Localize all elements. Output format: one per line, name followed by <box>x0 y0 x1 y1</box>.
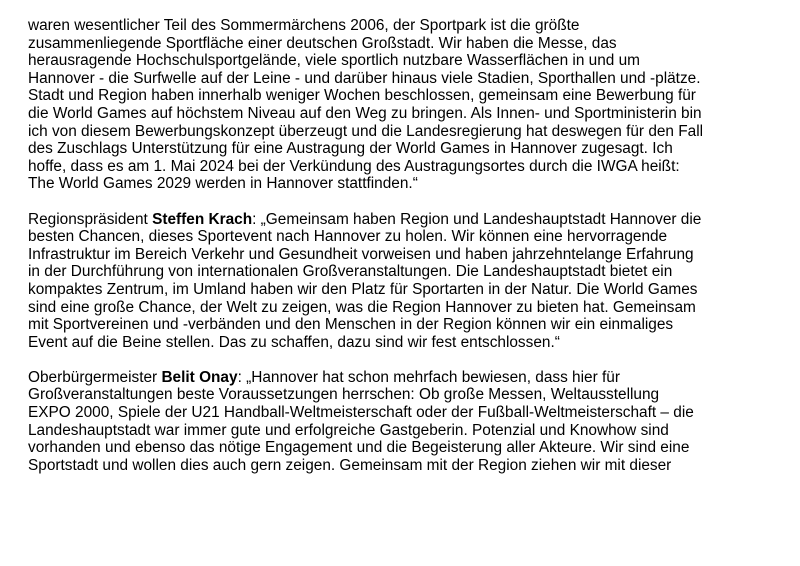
paragraph-text: : „Hannover hat schon mehrfach bewiesen, dass hier für Großveranstaltungen beste Voraussetzungen herrschen: Ob große Messen, Weltausstellung EXPO 2000, Spiele der U21 Handball-Weltmeisterschaft oder der Fußball-Weltmeisterschaft – die Landeshauptstadt war immer gute und erfolgreiche Gastgeberin. Potenzial und Knowhow sind vorhanden und ebenso das nötige Engagement und die Begeisterung aller Akteure. Wir sind eine Sportstadt und wollen dies auch gern zeigen. Gemeinsam mit der Region ziehen wir mit dieser <box>28 368 694 474</box>
speaker-name: Steffen Krach <box>152 210 253 228</box>
speaker-prefix: Oberbürgermeister <box>28 368 162 386</box>
paragraph-krach-quote <box>28 211 788 352</box>
speaker-prefix: Regionspräsident <box>28 210 153 228</box>
document-page <box>28 17 788 492</box>
paragraph-onay-quote <box>28 369 788 475</box>
paragraph-text: waren wesentlicher Teil des Sommermärchens 2006, der Sportpark ist die größte zusammenliegende Sportfläche einer deutschen Großstadt. Wir haben die Messe, das herausragende Hochschulsportgelände, viele sportlich nutzbare Wasserflächen in und um Hannover - die Surfwelle auf der Leine - und darüber hinaus viele Stadien, Sporthallen und -plätze. Stadt und Region haben innerhalb weniger Wochen beschlossen, gemeinsam eine Bewerbung für die World Games auf höchstem Niveau auf den Weg zu bringen. Als Innen- und Sportministerin bin ich von diesem Bewerbungskonzept überzeugt und die Landesregierung hat deswegen für den Fall des Zuschlags Unterstützung für eine Austragung der World Games in Hannover zugesagt. Ich hoffe, dass es am 1. Mai 2024 bei der Verkündung des Austragungsortes durch die IWGA heißt: The World Games 2029 werden in Hannover stattfinden.“ <box>28 17 704 193</box>
speaker-name: Belit Onay <box>161 368 238 386</box>
paragraph-text: : „Gemeinsam haben Region und Landeshauptstadt Hannover die besten Chancen, dieses Sportevent nach Hannover zu holen. Wir können eine hervorragende Infrastruktur im Bereich Verkehr und Gesundheit vorweisen und haben jahrzehntelange Erfahrung in der Durchführung von internationalen Großveranstaltungen. Die Landeshauptstadt bietet ein kompaktes Zentrum, im Umland haben wir den Platz für Sportarten in der Natur. Die World Games sind eine große Chance, der Welt zu zeigen, was die Region Hannover zu bieten hat. Gemeinsam mit Sportvereinen und -verbänden und den Menschen in der Region können wir ein einmaliges Event auf die Beine stellen. Das zu schaffen, dazu sind wir fest entschlossen.“ <box>28 210 702 351</box>
paragraph-ministerin-quote <box>28 17 788 193</box>
